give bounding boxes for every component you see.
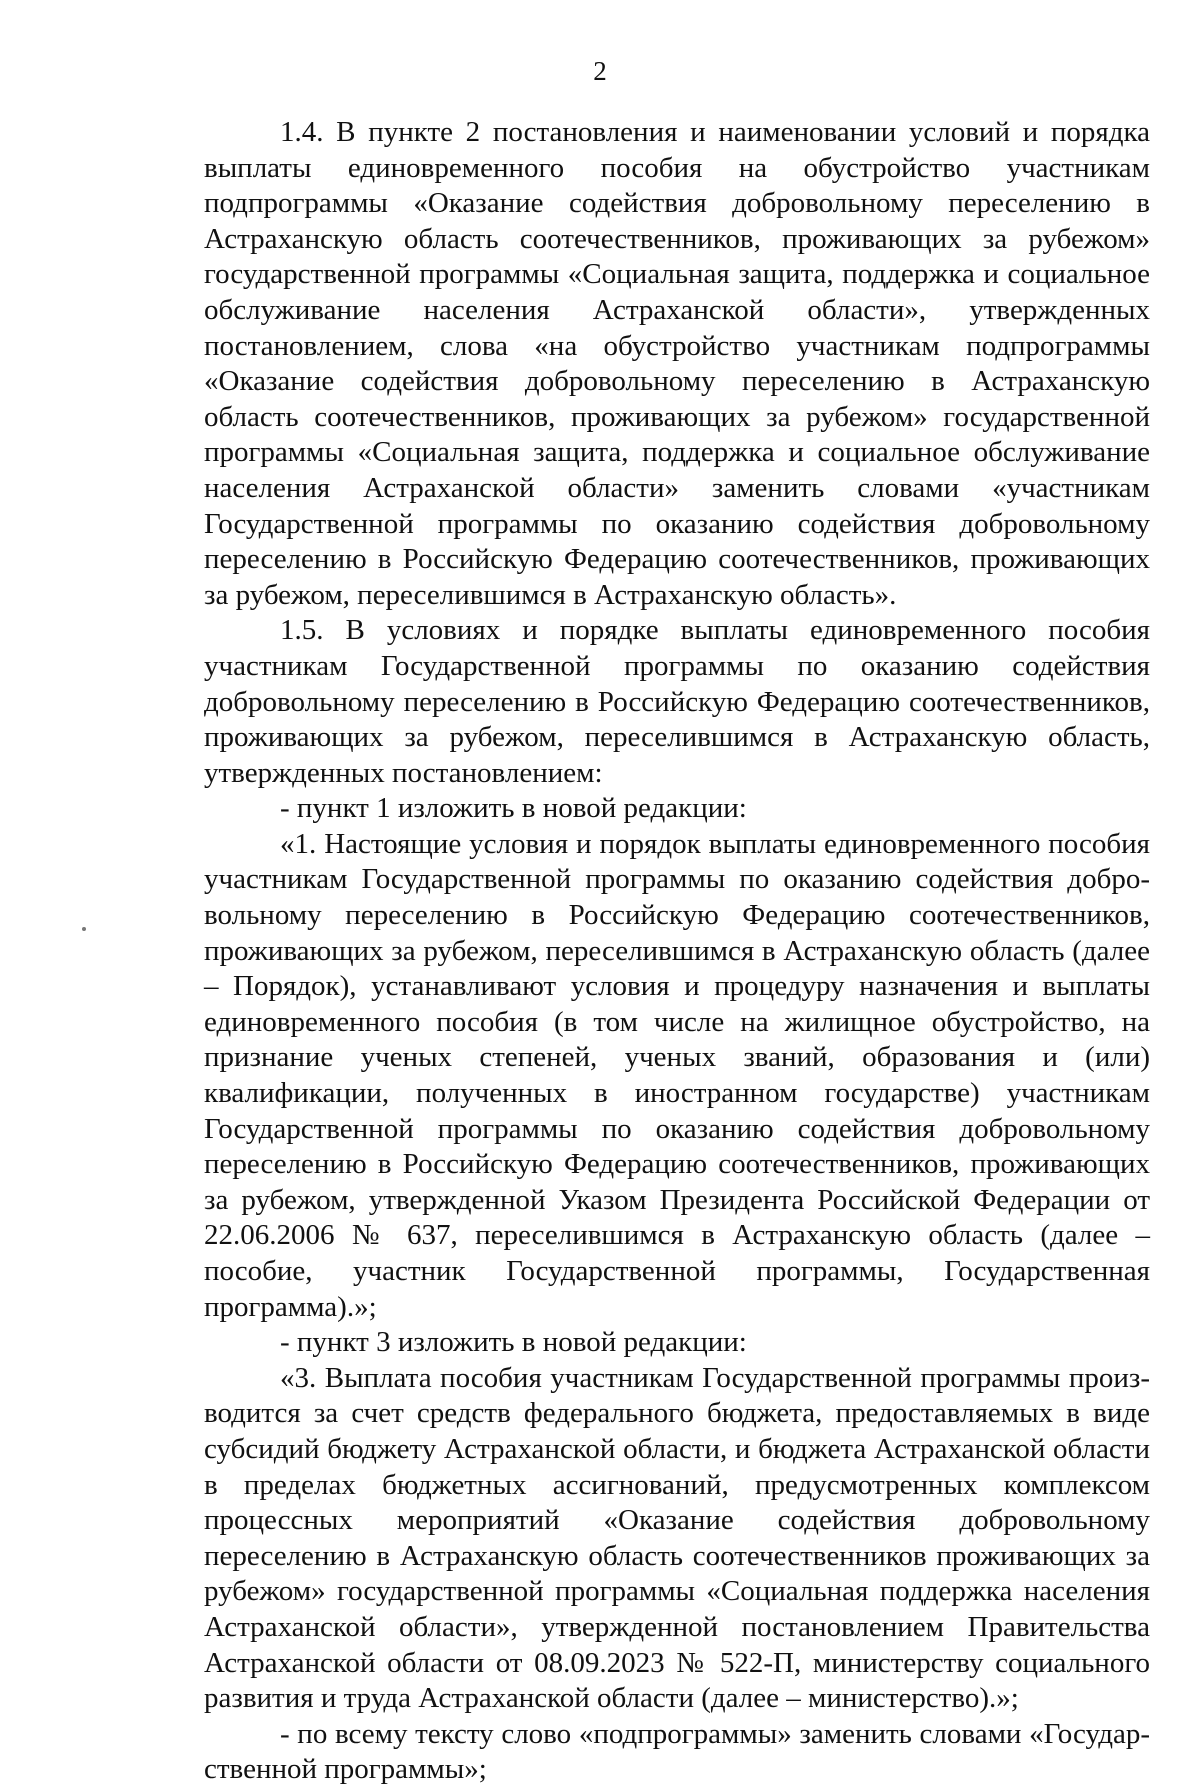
paragraph-1-5: 1.5. В условиях и порядке выплаты единовременного пособия участникам Государственной программы по оказанию содействия добровольному переселению в Российскую Федерацию соотечественников, проживающих за рубежом, переселившимся в Астраханскую область, утвержденных постановлением:: [204, 614, 1150, 789]
paragraph-item-3-text: «3. Выплата пособия участникам Государственной программы производится за счет средств федерального бюджета, предоставляемых в виде субсидий бюджету Астраханской области, и бюджета Астраханской области в пределах бюджетных ассигнований, предусмотренных комплексом процессных мероприятий «Оказание содействия добровольному переселению в Астраханскую область соотечественников проживающих за рубежом» государственной программы «Социальная поддержка населения Астраханской области», утвержденной постановлением Правительства Астраханской области от 08.09.2023 № 522-П, министерству социального развития и труда Астраханской области (далее – министерство).»;: [204, 1361, 1150, 1715]
paragraph-1-4: 1.4. В пункте 2 постановления и наименовании условий и порядка выплаты единовременного пособия на обустройство участникам подпрограммы «Оказание содействия добровольному переселению в Астраханскую область соотечественников, проживающих за рубежом» государственной программы «Социальная защита, поддержка и социальное обслуживание населения Астраханской области», утвержденных постановлением, слова «на обустройство участникам подпрограммы «Оказание содействия добровольному переселению в Астраханскую область соотечественников, проживающих за рубежом» государственной программы «Социальная защита, поддержка и социальное обслуживание населения Астраханской области» заменить словами «участникам Государственной программы по оказанию содействия добровольному переселению в Российскую Федерацию соотечественников, проживающих за рубежом, переселившимся в Астраханскую область».: [204, 116, 1150, 611]
document-body: [204, 115, 1150, 1788]
paragraph-item-3-intro: - пункт 3 изложить в новой редакции:: [280, 1326, 747, 1359]
paragraph-item-1-text: «1. Настоящие условия и порядок выплаты единовременного пособия участникам Государственной программы по оказанию содействия добровольному переселению в Российскую Федерацию соотечественников, проживающих за рубежом, переселившимся в Астраханскую область (далее – Порядок), устанавливают условия и процедуру назначения и выплаты единовременного пособия (в том числе на жилищное обустройство, на признание ученых степеней, ученых званий, образования и (или) квалификации, полученных в иностранном государстве) участникам Государственной программы по оказанию содействия добровольному переселению в Российскую Федерацию соотечественников, проживающих за рубежом, утвержденной Указом Президента Российской Федерации от 22.06.2006 № 637, переселившимся в Астраханскую область (далее – пособие, участник Государственной программы, Государственная программа).»;: [204, 827, 1150, 1323]
scan-speck: [82, 927, 86, 931]
paragraph-replace-word: - по всему тексту слово «подпрограммы» заменить словами «Государственной программы»;: [204, 1717, 1150, 1786]
page-number: 2: [593, 56, 607, 86]
paragraph-item-1-intro: - пункт 1 изложить в новой редакции:: [280, 792, 747, 825]
